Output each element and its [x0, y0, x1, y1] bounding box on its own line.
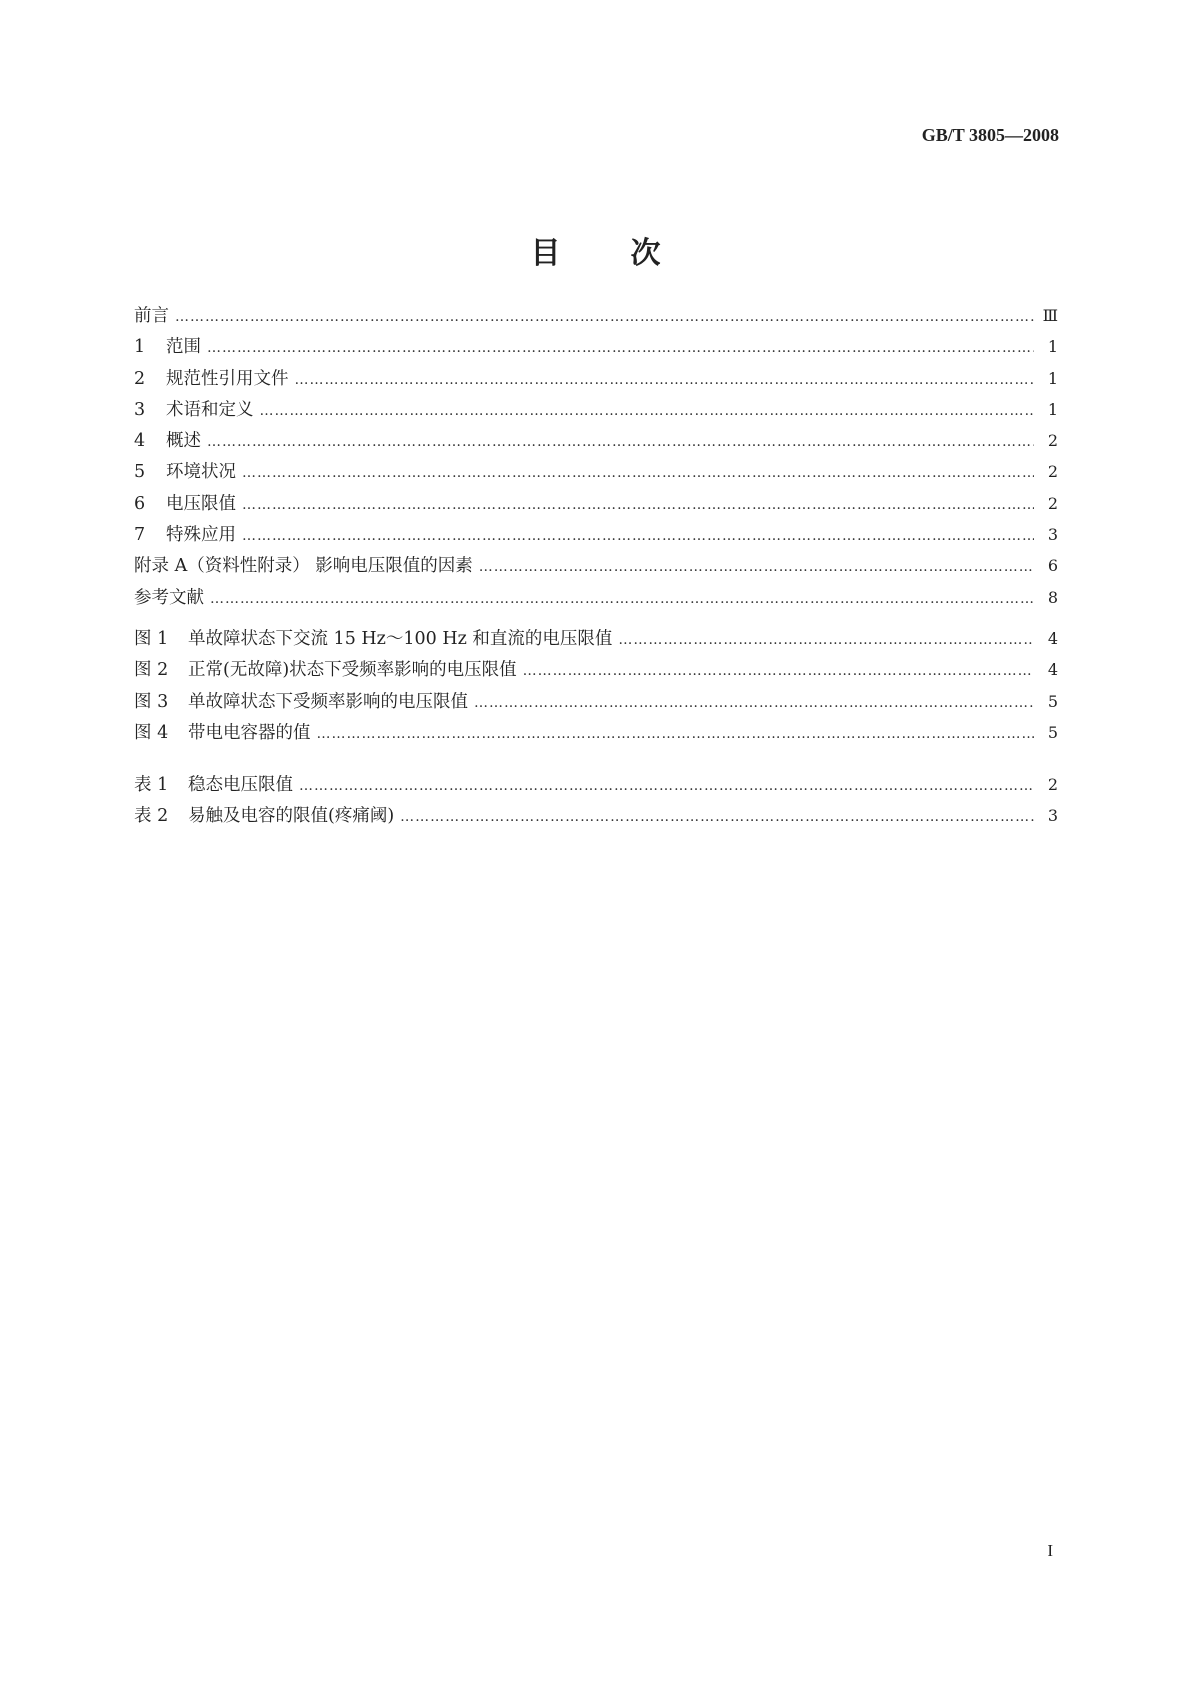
toc-entry-title: 环境状况 — [166, 462, 236, 483]
toc-entry[interactable] — [134, 363, 1058, 394]
dot-leader — [242, 490, 1034, 521]
toc-entry[interactable] — [134, 456, 1058, 487]
dot-leader — [474, 688, 1034, 719]
toc-entry-title: 正常(无故障)状态下受频率影响的电压限值 — [188, 660, 517, 681]
toc-entry-number: 5 — [134, 462, 146, 483]
toc-figure-entry[interactable] — [134, 654, 1058, 685]
dot-leader — [210, 584, 1034, 615]
dot-leader — [479, 552, 1034, 583]
toc-entry-number: 1 — [134, 337, 146, 358]
toc-entry-title: 前言 — [134, 306, 169, 326]
toc-entry-page: 4 — [1047, 660, 1058, 680]
toc-entry-page: 5 — [1047, 691, 1058, 711]
toc-entry-title: 特殊应用 — [166, 525, 236, 546]
page-number: I — [1047, 1541, 1053, 1560]
toc-entry-page: 1 — [1047, 399, 1058, 419]
toc-entry-title: 电压限值 — [166, 493, 236, 514]
toc-entry-page: 2 — [1047, 462, 1058, 482]
toc-entry-title: 单故障状态下受频率影响的电压限值 — [188, 691, 468, 712]
toc-entry-page: 3 — [1047, 525, 1058, 545]
toc-entry-title: 单故障状态下交流 15 Hz～100 Hz 和直流的电压限值 — [188, 629, 613, 649]
dot-leader — [207, 427, 1034, 458]
toc-entry[interactable] — [134, 550, 1058, 581]
toc-entry-title: 带电电容器的值 — [188, 722, 311, 743]
toc-entry-page: 1 — [1047, 337, 1058, 357]
toc-entry-page: Ⅲ — [1042, 306, 1058, 325]
toc-entry-page: 3 — [1047, 806, 1058, 826]
dot-leader — [523, 656, 1034, 687]
toc-entry-title: 范围 — [166, 337, 201, 358]
toc-entry[interactable] — [134, 488, 1058, 519]
toc-entry-page: 4 — [1047, 629, 1058, 648]
toc-entry[interactable] — [134, 425, 1058, 456]
dot-leader — [207, 333, 1034, 364]
document-code: GB/T 3805—2008 — [921, 125, 1059, 145]
toc-entry-title: 稳态电压限值 — [188, 775, 293, 795]
toc-figure-entry[interactable] — [134, 717, 1058, 748]
toc-figures — [134, 623, 1058, 748]
toc-entry-page: 2 — [1047, 493, 1058, 513]
toc-entry-page: 8 — [1047, 587, 1058, 607]
toc-contents — [134, 300, 1058, 613]
toc-entry[interactable] — [134, 519, 1058, 550]
toc-entry-title: 术语和定义 — [166, 399, 254, 420]
toc-tables — [134, 769, 1058, 832]
toc-table-entry[interactable] — [134, 800, 1058, 831]
dot-leader — [295, 365, 1035, 396]
dot-leader — [618, 625, 1034, 656]
toc-entry-number: 图 3 — [134, 691, 169, 712]
toc-entry-page: 6 — [1047, 556, 1058, 576]
toc-figure-entry[interactable] — [134, 686, 1058, 717]
toc-entry-number: 图 1 — [134, 629, 169, 649]
toc-entry-title: 附录 A（资料性附录） 影响电压限值的因素 — [134, 556, 473, 577]
toc-entry-number: 7 — [134, 525, 146, 546]
toc-entry-number: 3 — [134, 399, 146, 420]
dot-leader — [242, 458, 1034, 489]
toc-entry-number: 4 — [134, 431, 146, 452]
toc-entry-number: 图 2 — [134, 660, 169, 681]
toc-figure-entry[interactable] — [134, 623, 1058, 654]
toc-entry-title: 参考文献 — [134, 587, 204, 608]
dot-leader — [299, 771, 1034, 802]
toc-entry-page: 5 — [1047, 722, 1058, 742]
dot-leader — [242, 521, 1034, 552]
dot-leader — [260, 396, 1035, 427]
toc-entry-number: 6 — [134, 493, 146, 514]
toc-entry-number: 图 4 — [134, 722, 169, 743]
dot-leader — [175, 302, 1034, 333]
toc-entry-title: 易触及电容的限值(疼痛阈) — [188, 806, 395, 827]
toc-entry-number: 表 2 — [134, 806, 169, 827]
toc-entry[interactable] — [134, 394, 1058, 425]
toc-entry-title: 规范性引用文件 — [166, 368, 289, 389]
toc-entry-page: 1 — [1047, 368, 1058, 388]
toc-entry-title: 概述 — [166, 431, 201, 452]
toc-table-entry[interactable] — [134, 769, 1058, 800]
toc-entry-number: 2 — [134, 368, 146, 389]
toc-entry-page: 2 — [1047, 431, 1058, 451]
toc-entry[interactable] — [134, 582, 1058, 613]
toc-entry-number: 表 1 — [134, 775, 169, 795]
toc-entry[interactable] — [134, 300, 1058, 331]
dot-leader — [317, 719, 1035, 750]
toc-entry-page: 2 — [1047, 775, 1058, 794]
toc-entry[interactable] — [134, 331, 1058, 362]
page-title: 目次 — [530, 236, 731, 271]
dot-leader — [400, 802, 1034, 833]
